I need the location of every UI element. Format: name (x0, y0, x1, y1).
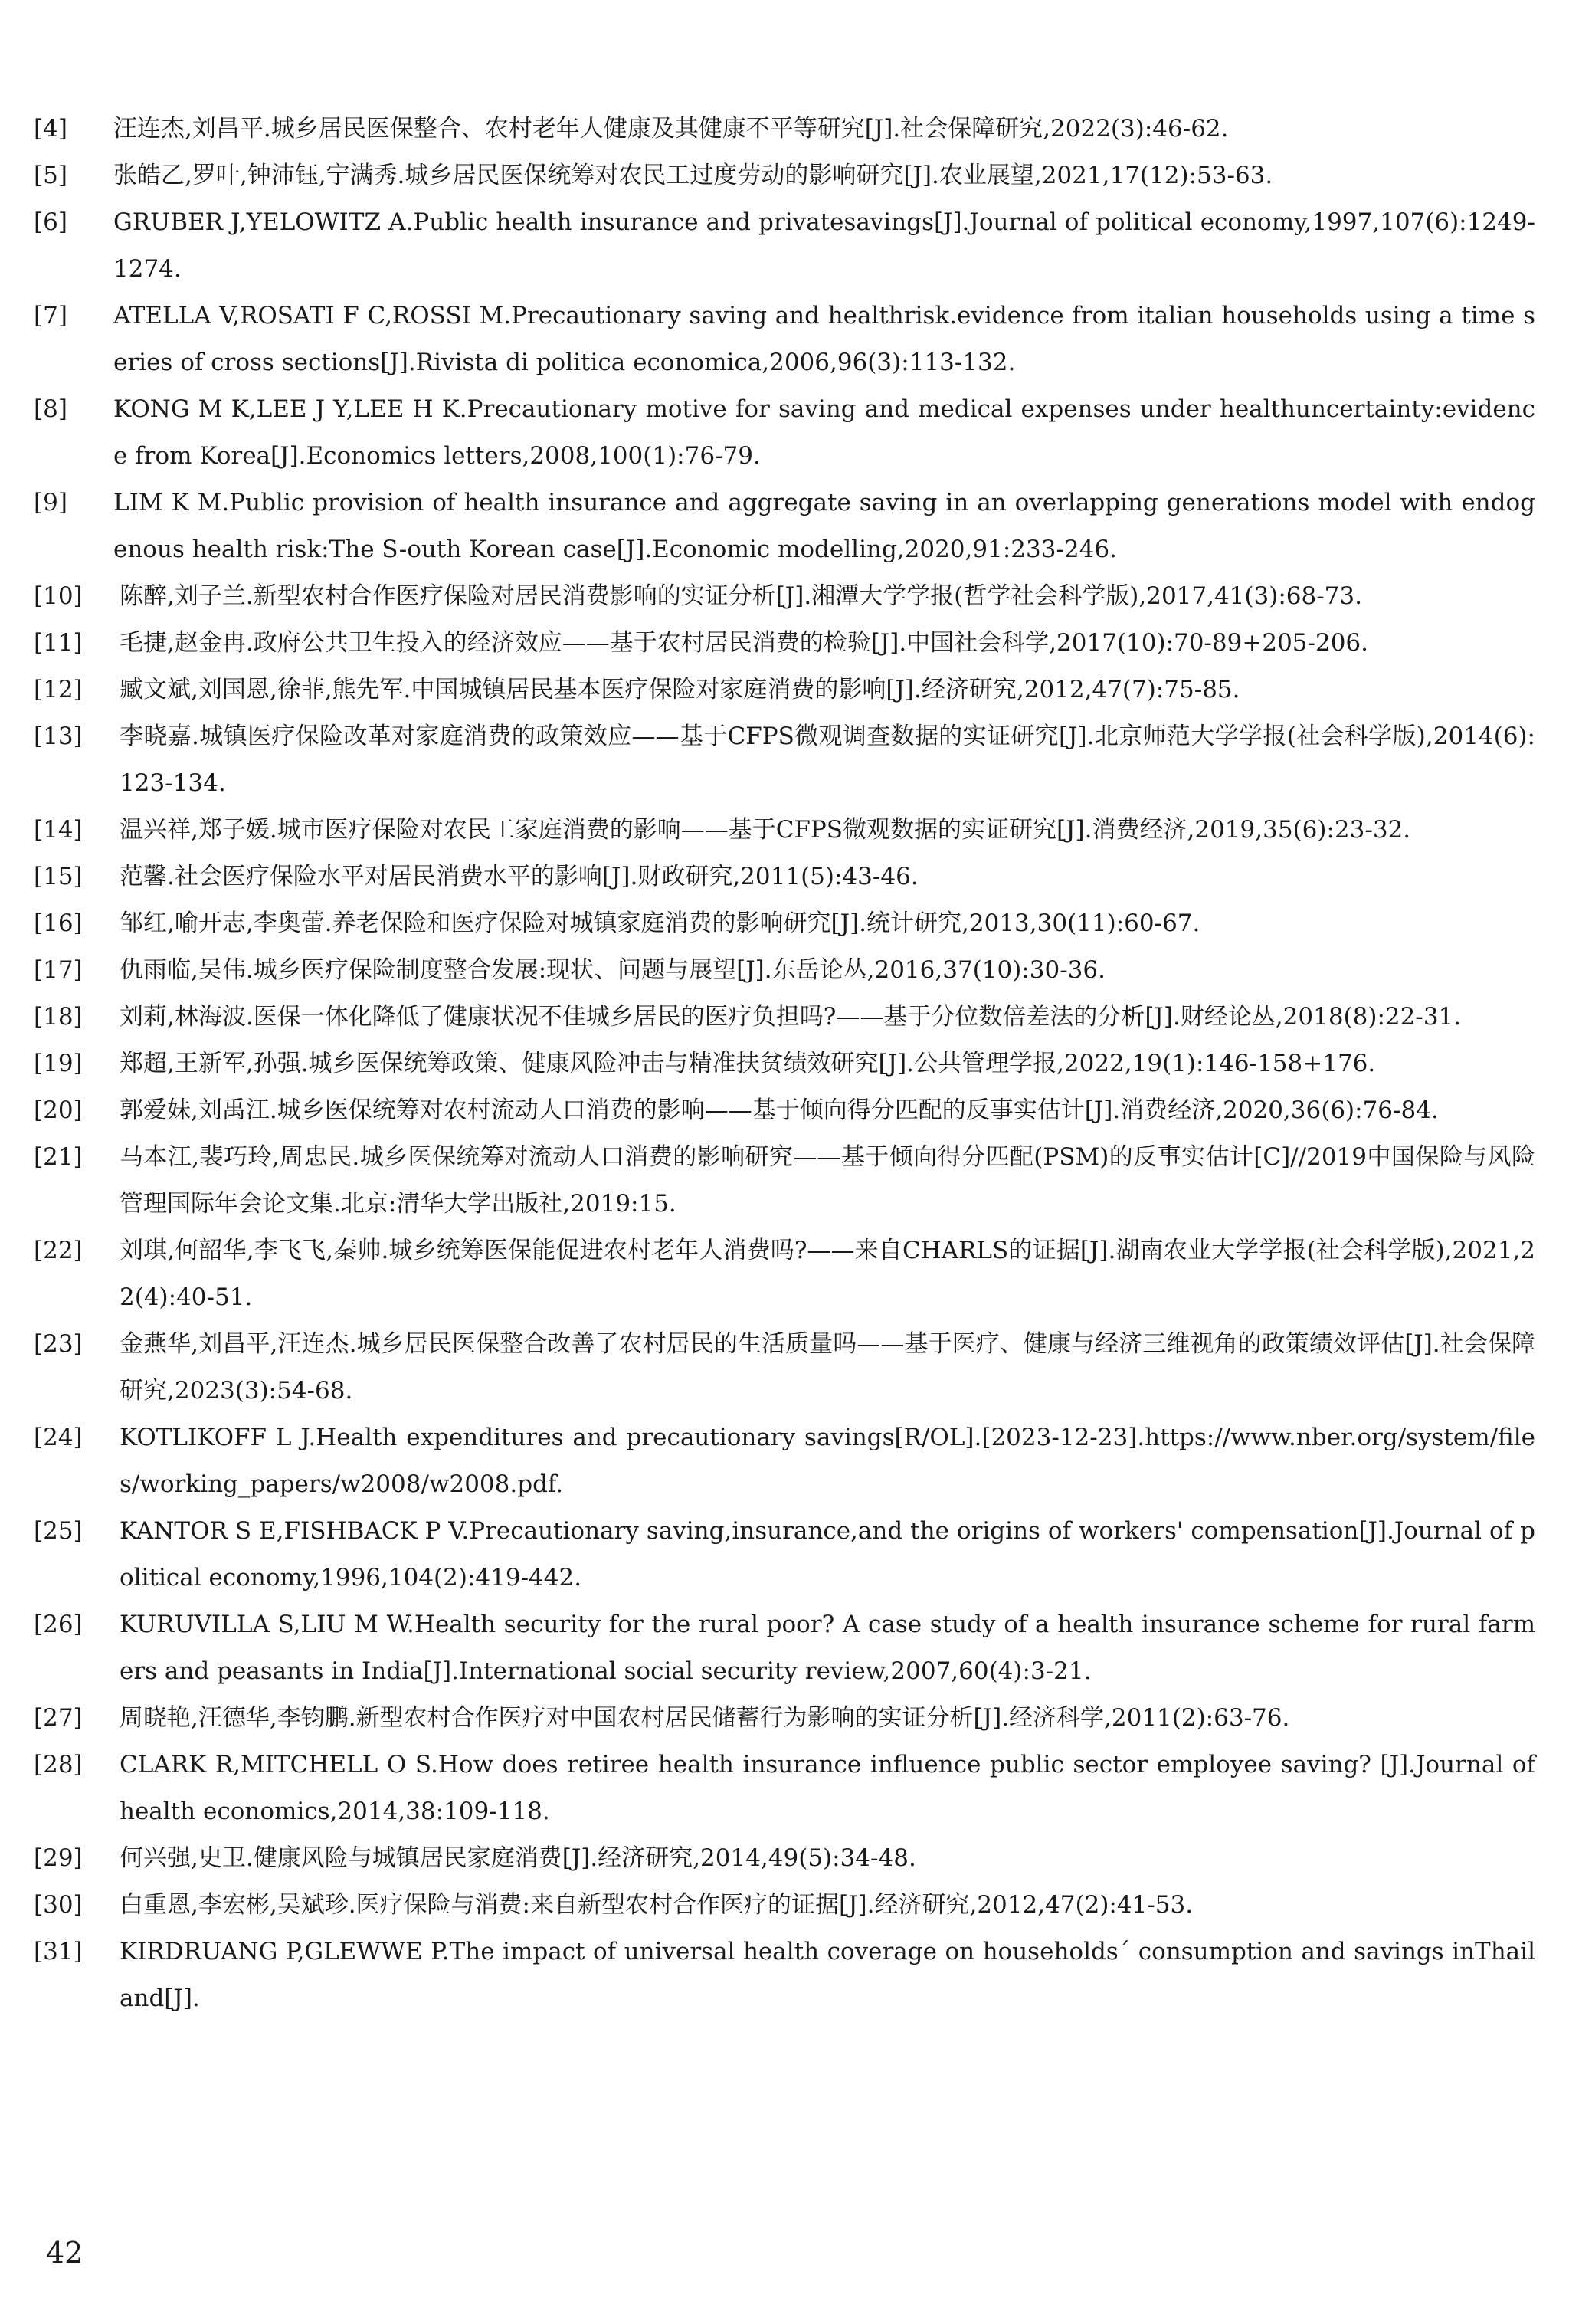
reference-item (34, 620, 1535, 667)
reference-item (34, 199, 1535, 293)
reference-number: [4] (34, 115, 67, 143)
reference-text: 温兴祥,郑子媛.城市医疗保险对农民工家庭消费的影响——基于CFPS微观数据的实证研究[J].消费经济,2019,35(6):23-32. (120, 816, 1411, 844)
reference-item (34, 1882, 1535, 1929)
reference-number: [9] (34, 489, 67, 516)
reference-number: [5] (34, 162, 67, 189)
reference-text: CLARK R,MITCHELL O S.How does retiree health insurance influence public sector employee saving? [J].Journal of health economics,2014,38:109-118. (120, 1751, 1535, 1825)
reference-item (34, 994, 1535, 1041)
reference-number: [21] (34, 1143, 83, 1171)
reference-number: [31] (34, 1938, 83, 1965)
reference-text: KOTLIKOFF L J.Health expenditures and precautionary savings[R/OL].[2023-12-23].https://www.nber.org/system/files/working_papers/w2008/w2008.pdf. (120, 1424, 1535, 1498)
reference-item (34, 1087, 1535, 1134)
reference-item (34, 1835, 1535, 1882)
reference-text: 周晓艳,汪德华,李钧鹏.新型农村合作医疗对中国农村居民储蓄行为影响的实证分析[J].经济科学,2011(2):63-76. (120, 1704, 1290, 1732)
reference-text: LIM K M.Public provision of health insurance and aggregate saving in an overlapping generations model with endogenous health risk:The S-outh Korean case[J].Economic modelling,2020,91:233-246. (113, 489, 1535, 563)
reference-item (34, 1414, 1535, 1508)
reference-item (34, 1041, 1535, 1087)
reference-number: [30] (34, 1891, 83, 1919)
reference-item (34, 807, 1535, 854)
reference-text: 马本江,裴巧玲,周忠民.城乡医保统筹对流动人口消费的影响研究——基于倾向得分匹配(PSM)的反事实估计[C]//2019中国保险与风险管理国际年会论文集.北京:清华大学出版社,2019:15. (120, 1143, 1535, 1218)
reference-text: 范馨.社会医疗保险水平对居民消费水平的影响[J].财政研究,2011(5):43-46. (120, 863, 919, 890)
reference-item (34, 1601, 1535, 1695)
reference-number: [29] (34, 1844, 83, 1872)
reference-number: [10] (34, 582, 83, 610)
reference-text: 陈醉,刘子兰.新型农村合作医疗保险对居民消费影响的实证分析[J].湘潭大学学报(哲学社会科学版),2017,41(3):68-73. (120, 582, 1362, 610)
reference-number: [27] (34, 1704, 83, 1732)
reference-number: [26] (34, 1611, 83, 1638)
reference-item (34, 293, 1535, 386)
reference-text: 邹红,喻开志,李奥蕾.养老保险和医疗保险对城镇家庭消费的影响研究[J].统计研究,2013,30(11):60-67. (120, 910, 1200, 937)
reference-text: KONG M K,LEE J Y,LEE H K.Precautionary motive for saving and medical expenses under healthuncertainty:evidence from Korea[J].Economics letters,2008,100(1):76-79. (113, 395, 1535, 470)
reference-item (34, 1321, 1535, 1414)
reference-text: KIRDRUANG P,GLEWWE P.The impact of universal health coverage on households´ consumption and savings inThailand[J]. (120, 1938, 1535, 2012)
reference-number: [14] (34, 816, 83, 844)
reference-number: [22] (34, 1237, 83, 1264)
reference-item (34, 480, 1535, 573)
reference-text: 张皓乙,罗叶,钟沛钰,宁满秀.城乡居民医保统筹对农民工过度劳动的影响研究[J].农业展望,2021,17(12):53-63. (113, 162, 1273, 189)
reference-number: [11] (34, 629, 83, 657)
reference-text: 刘莉,林海波.医保一体化降低了健康状况不佳城乡居民的医疗负担吗?——基于分位数倍差法的分析[J].财经论丛,2018(8):22-31. (120, 1003, 1462, 1031)
reference-number: [12] (34, 676, 83, 703)
reference-number: [13] (34, 723, 83, 750)
reference-number: [18] (34, 1003, 83, 1031)
reference-text: 仇雨临,吴伟.城乡医疗保险制度整合发展:现状、问题与展望[J].东岳论丛,2016,37(10):30-36. (120, 956, 1106, 984)
reference-item (34, 1508, 1535, 1601)
reference-number: [19] (34, 1050, 83, 1077)
reference-item (34, 1134, 1535, 1228)
reference-number: [17] (34, 956, 83, 984)
reference-item (34, 386, 1535, 480)
reference-item (34, 713, 1535, 807)
reference-item (34, 1742, 1535, 1835)
reference-text: 李晓嘉.城镇医疗保险改革对家庭消费的政策效应——基于CFPS微观调查数据的实证研究[J].北京师范大学学报(社会科学版),2014(6):123-134. (120, 723, 1535, 797)
reference-item (34, 1228, 1535, 1321)
reference-item (34, 667, 1535, 713)
reference-number: [7] (34, 302, 67, 329)
reference-text: 金燕华,刘昌平,汪连杰.城乡居民医保整合改善了农村居民的生活质量吗——基于医疗、健康与经济三维视角的政策绩效评估[J].社会保障研究,2023(3):54-68. (120, 1330, 1535, 1405)
reference-number: [20] (34, 1096, 83, 1124)
reference-item (34, 106, 1535, 152)
reference-item (34, 900, 1535, 947)
page-number: 42 (46, 2236, 84, 2270)
reference-item (34, 1929, 1535, 2022)
reference-text: 郭爱妹,刘禹江.城乡医保统筹对农村流动人口消费的影响——基于倾向得分匹配的反事实估计[J].消费经济,2020,36(6):76-84. (120, 1096, 1439, 1124)
reference-number: [16] (34, 910, 83, 937)
reference-item (34, 573, 1535, 620)
reference-text: 汪连杰,刘昌平.城乡居民医保整合、农村老年人健康及其健康不平等研究[J].社会保障研究,2022(3):46-62. (113, 115, 1229, 143)
reference-number: [23] (34, 1330, 83, 1358)
reference-text: 郑超,王新军,孙强.城乡医保统筹政策、健康风险冲击与精准扶贫绩效研究[J].公共管理学报,2022,19(1):146-158+176. (120, 1050, 1376, 1077)
reference-text: 白重恩,李宏彬,吴斌珍.医疗保险与消费:来自新型农村合作医疗的证据[J].经济研究,2012,47(2):41-53. (120, 1891, 1194, 1919)
reference-text: GRUBER J,YELOWITZ A.Public health insurance and privatesavings[J].Journal of political economy,1997,107(6):1249-1274. (113, 208, 1535, 283)
reference-text: 毛捷,赵金冉.政府公共卫生投入的经济效应——基于农村居民消费的检验[J].中国社会科学,2017(10):70-89+205-206. (120, 629, 1369, 657)
reference-item (34, 947, 1535, 994)
reference-text: 何兴强,史卫.健康风险与城镇居民家庭消费[J].经济研究,2014,49(5):34-48. (120, 1844, 916, 1872)
reference-number: [28] (34, 1751, 83, 1778)
reference-item (34, 1695, 1535, 1742)
reference-list (34, 106, 1535, 2022)
reference-text: ATELLA V,ROSATI F C,ROSSI M.Precautionary saving and healthrisk.evidence from italian households using a time series of cross sections[J].Rivista di politica economica,2006,96(3):113-132. (113, 302, 1535, 376)
reference-number: [15] (34, 863, 83, 890)
reference-item (34, 854, 1535, 900)
reference-text: KURUVILLA S,LIU M W.Health security for the rural poor? A case study of a health insurance scheme for rural farmers and peasants in India[J].International social security review,2007,60(4):3-21. (120, 1611, 1535, 1685)
reference-text: 臧文斌,刘国恩,徐菲,熊先军.中国城镇居民基本医疗保险对家庭消费的影响[J].经济研究,2012,47(7):75-85. (120, 676, 1240, 703)
reference-number: [6] (34, 208, 67, 236)
reference-number: [24] (34, 1424, 83, 1451)
reference-number: [25] (34, 1517, 83, 1545)
reference-text: 刘琪,何韶华,李飞飞,秦帅.城乡统筹医保能促进农村老年人消费吗?——来自CHARLS的证据[J].湖南农业大学学报(社会科学版),2021,22(4):40-51. (120, 1237, 1535, 1311)
reference-text: KANTOR S E,FISHBACK P V.Precautionary saving,insurance,and the origins of workers' compensation[J].Journal of political economy,1996,104(2):419-442. (120, 1517, 1535, 1591)
reference-number: [8] (34, 395, 67, 423)
reference-item (34, 152, 1535, 199)
